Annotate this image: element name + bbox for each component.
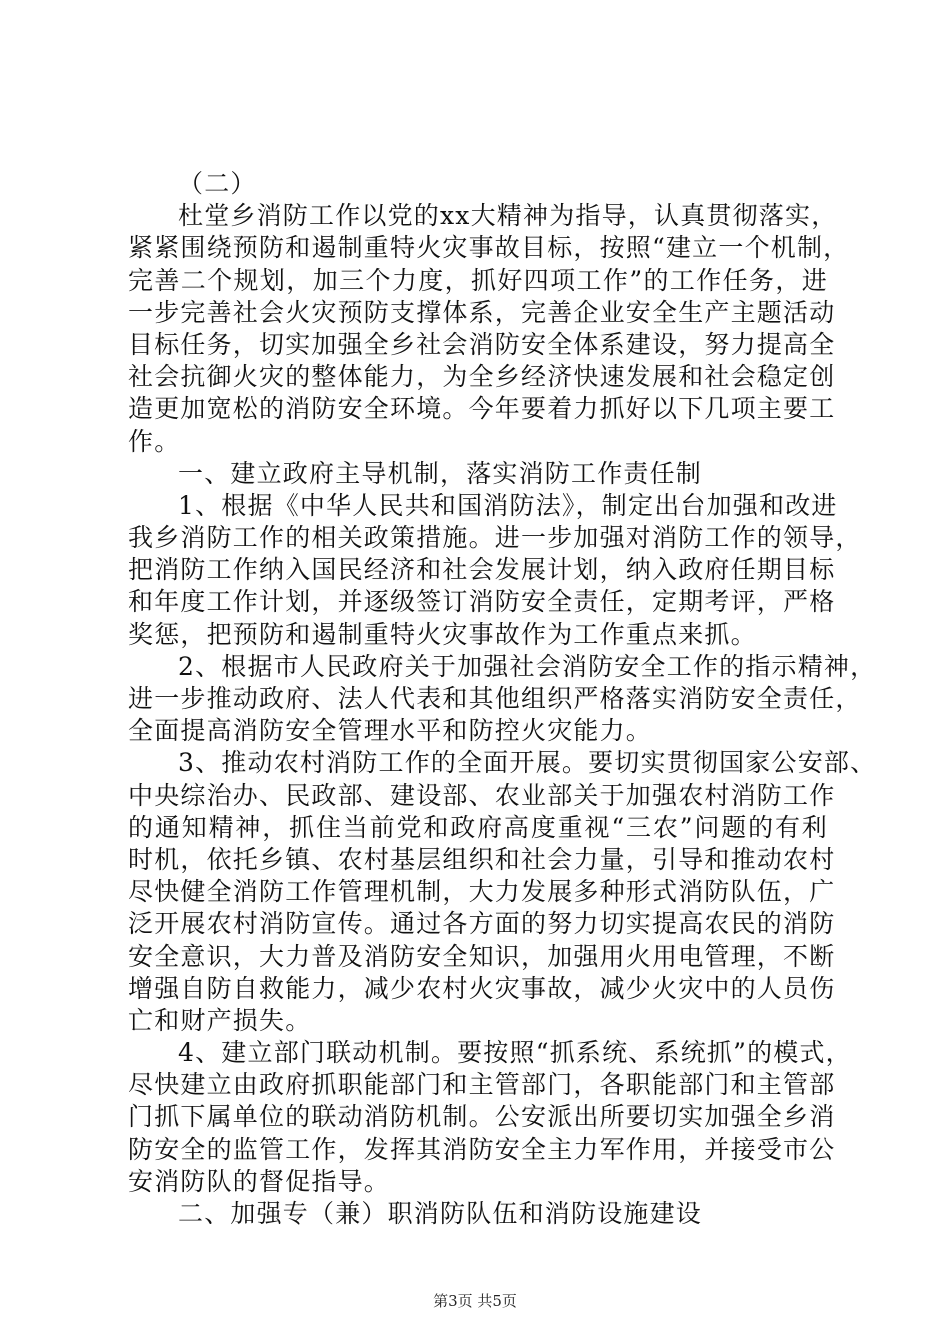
paragraph-line: 亡和财产损失。 [128,1005,312,1035]
paragraph-line: 社会抗御火灾的整体能力，为全乡经济快速发展和社会稳定创 [128,362,836,392]
paragraph-line: 1、根据《中华人民共和国消防法》，制定出台加强和改进 [178,490,838,520]
paragraph-line: 门抓下属单位的联动消防机制。公安派出所要切实加强全乡消 [128,1102,836,1132]
paragraph-line: 全面提高消防安全管理水平和防控火灾能力。 [128,716,653,746]
paragraph-line: 和年度工作计划，并逐级签订消防安全责任，定期考评，严格 [128,587,836,617]
paragraph-line: 进一步推动政府、法人代表和其他组织严格落实消防安全责任， [128,684,862,713]
paragraph-line: 尽快建立由政府抓职能部门和主管部门，各职能部门和主管部 [128,1070,836,1100]
paragraph-line: 中央综治办、民政部、建设部、农业部关于加强农村消防工作 [128,780,836,810]
paragraph-line: 目标任务，切实加强全乡社会消防安全体系建设，努力提高全 [128,329,836,359]
paragraph-line: 把消防工作纳入国民经济和社会发展计划，纳入政府任期目标 [128,555,836,585]
paragraph-line: 尽快健全消防工作管理机制，大力发展多种形式消防队伍，广 [128,877,836,907]
paragraph-line: 4、建立部门联动机制。要按照“抓系统、系统抓”的模式， [178,1038,852,1068]
page-number-footer: 第3页 共5页 [433,1292,517,1310]
paragraph-line: 完善二个规划，加三个力度，抓好四项工作”的工作任务，进 [128,265,828,295]
document-body [128,168,877,1230]
paragraph-line: 我乡消防工作的相关政策措施。进一步加强对消防工作的领导， [128,523,862,553]
paragraph-line: 杜堂乡消防工作以党的xx大精神为指导，认真贯彻落实， [178,201,838,231]
paragraph-line: 的通知精神，抓住当前党和政府高度重视“三农”问题的有利 [128,812,828,842]
paragraph-line: 防安全的监管工作，发挥其消防安全主力军作用，并接受市公 [128,1134,836,1164]
section-heading: 一、建立政府主导机制，落实消防工作责任制 [178,458,703,488]
paragraph-line: 安全意识，大力普及消防安全知识，加强用火用电管理，不断 [128,941,836,971]
paragraph-line: 奖惩，把预防和遏制重特火灾事故作为工作重点来抓。 [128,619,757,649]
paragraph-line: 时机，依托乡镇、农村基层组织和社会力量，引导和推动农村 [128,844,836,874]
paragraph-line: 造更加宽松的消防安全环境。今年要着力抓好以下几项主要工 [128,394,836,424]
paragraph-line: 增强自防自救能力，减少农村火灾事故，减少火灾中的人员伤 [128,973,836,1003]
paragraph-line: 作。 [128,426,181,456]
section-heading: （二） [178,169,257,198]
paragraph-line: 泛开展农村消防宣传。通过各方面的努力切实提高农民的消防 [128,909,836,939]
paragraph-line: 紧紧围绕预防和遏制重特火灾事故目标，按照“建立一个机制， [128,233,850,263]
section-heading: 二、加强专（兼）职消防队伍和消防设施建设 [178,1199,703,1228]
paragraph-line: 一步完善社会火灾预防支撑体系，完善企业安全生产主题活动 [128,297,836,327]
paragraph-line: 2、根据市人民政府关于加强社会消防安全工作的指示精神， [178,651,877,681]
paragraph-line: 安消防队的督促指导。 [128,1166,391,1196]
paragraph-line: 3、推动农村消防工作的全面开展。要切实贯彻国家公安部、 [178,748,877,778]
